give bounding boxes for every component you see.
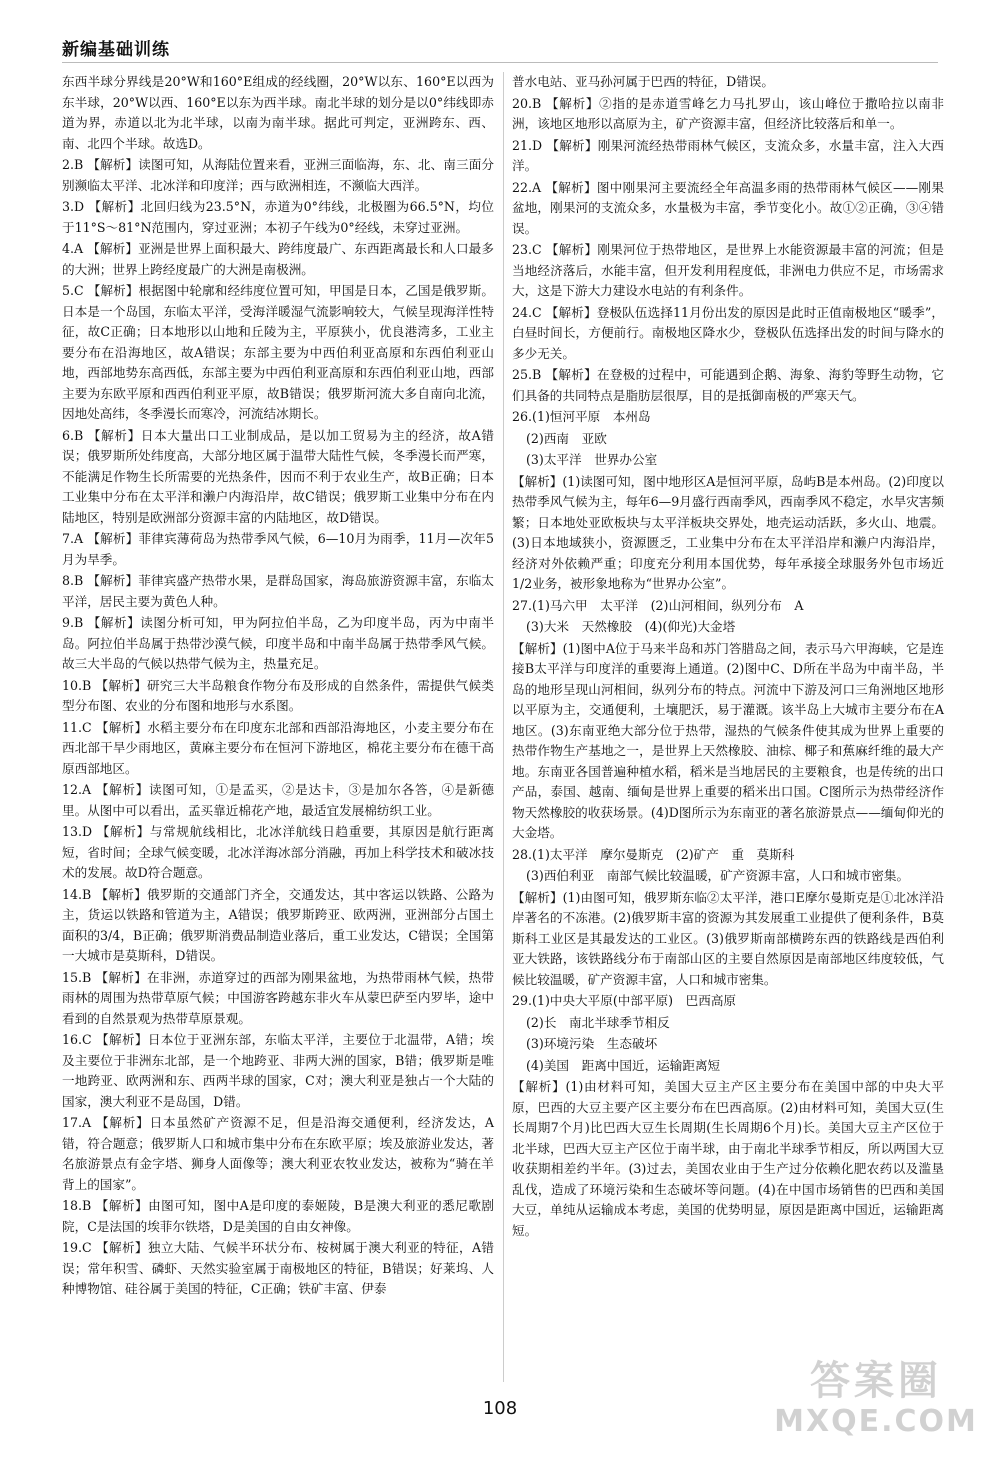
answer-item: 8.B 【解析】菲律宾盛产热带水果，是群岛国家，海岛旅游资源丰富，东临太平洋，居民主要为黄色人种。 [62,573,494,609]
answer-subitem: (3)环境污染 生态破坏 [526,1036,658,1051]
answer-item: 29.(1)中央大平原(中部平原) 巴西高原 [512,993,737,1008]
answer-item: 17.A 【解析】日本虽然矿产资源不足，但是沿海交通便利，经济发达，A错，符合题意；俄罗斯人口和城市集中分布在东欧平原；埃及旅游业发达，著名旅游景点有金字塔、狮身人面像等；澳大利亚农牧业发达，被称为“骑在羊背上的国家”。 [62,1115,494,1192]
left-column [62,72,494,1301]
answer-item: 24.C 【解析】登极队伍选择11月份出发的原因是此时正值南极地区“暖季”，白昼时间长，方便前行。南极地区降水少，登极队伍选择出发的时间与降水的多少无关。 [512,304,944,361]
watermark-logo [766,1357,986,1449]
analysis-paragraph: 【解析】(1)读图可知，图中地形区A是恒河平原，岛屿B是本州岛。(2)印度以热带季风气候为主，每年6—9月盛行西南季风，西南季风不稳定，水旱灾害频繁；日本地处亚欧板块与太平洋板块交界处，地壳运动活跃，多火山、地震。(3)日本地域狭小，资源匮乏，工业集中分布在太平洋沿岸和濑户内海沿岸，经济对外依赖严重；印度充分利用本国优势，每年承接全球服务外包市场近1/2业务，被形象地称为“世界办公室”。 [512,473,944,591]
answer-item: 20.B 【解析】②指的是赤道雪峰乞力马扎罗山，该山峰位于撒哈拉以南非洲，该地区地形以高原为主，矿产资源丰富，但经济比较落后和单一。 [512,95,944,131]
watermark-top-text: 答案圈 [810,1358,942,1404]
column-divider [503,72,504,1382]
analysis-paragraph: 【解析】(1)由图可知，俄罗斯东临②太平洋，港口E摩尔曼斯克是①北冰洋沿岸著名的不冻港。(2)俄罗斯丰富的资源为其发展重工业提供了便利条件，B莫斯科工业区是其最发达的工业区。(3)俄罗斯南部横跨东西的铁路线是西伯利亚大铁路，该铁路线分布于南部山区的主要自然原因是南部地区纬度较低，气候比较温暖，矿产资源丰富，人口和城市密集。 [512,889,944,987]
answer-item: 12.A 【解析】读图可知，①是孟买，②是达卡，③是加尔各答，④是新德里。从图中可以看出，孟买靠近棉花产地，最适宜发展棉纺织工业。 [62,782,494,818]
answer-item: 14.B 【解析】俄罗斯的交通部门齐全，交通发达，其中客运以铁路、公路为主，货运以铁路和管道为主，A错误；俄罗斯跨亚、欧两洲，亚洲部分占国土面积的3/4，B正确；俄罗斯消费品制造业落后，重工业发达，C错误；全国第一大城市是莫斯科，D错误。 [62,886,494,963]
answer-item: 16.C 【解析】日本位于亚洲东部，东临太平洋，主要位于北温带，A错；埃及主要位于非洲东北部，是一个地跨亚、非两大洲的国家，B错；俄罗斯是唯一地跨亚、欧两洲和东、西两半球的国家，C对；澳大利亚是独占一个大陆的国家，澳大利亚不是岛国，D错。 [62,1032,494,1109]
answer-subitem: (3)西伯利亚 南部气候比较温暖，矿产资源丰富，人口和城市密集。 [526,868,910,883]
answer-item: 11.C 【解析】水稻主要分布在印度东北部和西部沿海地区，小麦主要分布在西北部干旱少雨地区，黄麻主要分布在恒河下游地区，棉花主要分布在德干高原西部地区。 [62,719,494,776]
answer-item: 3.D 【解析】北回归线为23.5°N，赤道为0°纬线，北极圈为66.5°N，均位于11°S～81°N范围内，穿过亚洲；本初子午线为0°经线，未穿过亚洲。 [62,199,494,235]
answer-item: 26.(1)恒河平原 本州岛 [512,409,651,424]
analysis-paragraph: 【解析】(1)由材料可知，美国大豆主产区主要分布在美国中部的中央大平原，巴西的大豆主要产区主要分布在巴西高原。(2)由材料可知，美国大豆(生长周期7个月)比巴西大豆生长周期(生长周期6个月)长。美国大豆主产区位于北半球，巴西大豆主产区位于南半球，由于南北半球季节相反，所以两国大豆收获期相差约半年。(3)过去，美国农业由于生产过分依赖化肥农药以及滥垦乱伐，造成了环境污染和生态破坏等问题。(4)在中国市场销售的巴西和美国大豆，单纯从运输成本考虑，美国的优势明显，原因是距离中国近，运输距离短。 [512,1079,944,1238]
answer-item: 东西半球分界线是20°W和160°E组成的经线圈，20°W以东、160°E以西为东半球，20°W以西、160°E以东为西半球。南北半球的划分是以0°纬线即赤道为界，赤道以北为北半球，以南为南半球。据此可判定，亚洲跨东、西、南、北四个半球。故选D。 [62,74,494,151]
page-number: 108 [482,1398,518,1419]
answer-item: 15.B 【解析】在非洲，赤道穿过的西部为刚果盆地，为热带雨林气候，热带雨林的周围为热带草原气候；中国游客跨越东非火车从蒙巴萨至内罗毕，途中看到的自然景观为热带草原景观。 [62,969,494,1026]
answer-item: 22.A 【解析】图中刚果河主要流经全年高温多雨的热带雨林气候区——刚果盆地，刚果河的支流众多，水量极为丰富，季节变化小。故①②正确，③④错误。 [512,179,944,236]
answer-subitem: (4)美国 距离中国近，运输距离短 [526,1057,721,1073]
header-rule [62,62,938,63]
answer-item: 普水电站、亚马孙河属于巴西的特征，D错误。 [512,74,774,89]
answer-item: 9.B 【解析】读图分析可知，甲为阿拉伯半岛，乙为印度半岛，丙为中南半岛。阿拉伯半岛属于热带沙漠气候，印度半岛和中南半岛属于热带季风气候。故三大半岛的气候以热带气候为主，热量充足。 [62,615,494,671]
answer-subitem: (2)西南 亚欧 [526,430,607,446]
answer-subitem: (2)长 南北半球季节相反 [526,1014,670,1030]
answer-item: 18.B 【解析】由图可知，图中A是印度的泰姬陵，B是澳大利亚的悉尼歌剧院，C是法国的埃菲尔铁塔，D是美国的自由女神像。 [62,1198,494,1234]
analysis-paragraph: 【解析】(1)图中A位于马来半岛和苏门答腊岛之间，表示马六甲海峡，它是连接B太平洋与印度洋的重要海上通道。(2)图中C、D所在半岛为中南半岛，半岛的地形呈现山河相间，纵列分布的特点。河流中下游及河口三角洲地区地形以平原为主，交通便利，土壤肥沃，易于灌溉。该半岛上大城市主要分布在A地区。(3)东南亚绝大部分位于热带，湿热的气候条件使其成为世界上重要的热带作物生产基地之一，是世界上天然橡胶、油棕、椰子和蕉麻纤维的最大产地。东南亚各国普遍种植水稻，稻米是当地居民的主要粮食，也是传统的出口产品，泰国、越南、缅甸是世界上重要的稻米出口国。C图所示为热带经济作物天然橡胶的收获场景。(4)D图所示为东南亚的著名旅游景点——缅甸仰光的大金塔。 [512,640,944,840]
answer-item: 28.(1)太平洋 摩尔曼斯克 (2)矿产 重 莫斯科 [512,846,795,862]
right-column [512,72,944,1242]
answer-item: 13.D 【解析】与常规航线相比，北冰洋航线日趋重要，其原因是航行距离短，省时间；全球气候变暖，北冰洋海冰部分消融，再加上科学技术和破冰技术的发展。故D符合题意。 [62,824,494,880]
watermark-bottom-text: MXQE.COM [774,1404,978,1439]
answer-item: 23.C 【解析】刚果河位于热带地区，是世界上水能资源最丰富的河流；但是当地经济落后，水能丰富，但开发利用程度低，非洲电力供应不足，市场需求大，这是下游大力建设水电站的有利条件。 [512,242,944,298]
answer-item: 21.D 【解析】刚果河流经热带雨林气候区，支流众多，水量丰富，注入大西洋。 [512,137,944,173]
answer-item: 19.C 【解析】独立大陆、气候半环状分布、桉树属于澳大利亚的特征，A错误；常年积雪、磷虾、天然实验室属于南极地区的特征，B错误；好莱坞、人种博物馆、硅谷属于美国的特征，C正确；铁矿丰富、伊泰 [62,1240,494,1296]
answer-item: 7.A 【解析】菲律宾薄荷岛为热带季风气候，6—10月为雨季，11月—次年5月为旱季。 [62,531,494,567]
answer-item: 27.(1)马六甲 太平洋 (2)山河相间，纵列分布 A [512,597,804,613]
book-title: 新编基础训练 [62,40,170,60]
answer-item: 10.B 【解析】研究三大半岛粮食作物分布及形成的自然条件，需提供气候类型分布图、农业的分布图和地形与水系图。 [62,677,494,713]
answer-subitem: (3)大米 天然橡胶 (4)(仰光)大金塔 [526,619,736,634]
answer-subitem: (3)太平洋 世界办公室 [526,452,658,467]
answer-item: 4.A 【解析】亚洲是世界上面积最大、跨纬度最广、东西距离最长和人口最多的大洲；世界上跨经度最广的大洲是南极洲。 [62,241,494,277]
answer-item: 6.B 【解析】日本大量出口工业制成品，是以加工贸易为主的经济，故A错误；俄罗斯所处纬度高，大部分地区属于温带大陆性气候，冬季漫长而严寒，不能满足作物生长所需要的光热条件，因而不利于农业生产，故B正确；日本工业集中分布在太平洋和濑户内海沿岸，故C错误；俄罗斯工业集中分布在内陆地区，特别是欧洲部分资源丰富的内陆地区，故D错误。 [62,427,494,525]
answer-item: 25.B 【解析】在登极的过程中，可能遇到企鹅、海象、海豹等野生动物，它们具备的共同特点是脂肪层很厚，目的是抵御南极的严寒天气。 [512,367,944,403]
answer-item: 5.C 【解析】根据图中轮廓和经纬度位置可知，甲国是日本，乙国是俄罗斯。日本是一个岛国，东临太平洋，受海洋暖湿气流影响较大，气候呈现海洋性特征，故C正确；日本地形以山地和丘陵为主，平原狭小，优良港湾多，工业主要分布在沿海地区，故A错误；东部主要为中西伯利亚高原和东西伯利亚山地，西部地势东高西低，东部主要为中西伯利亚高原和东西伯利亚山地，西部主要为东欧平原和西西伯利亚平原，故B错误；俄罗斯河流大多自南向北流，因地处高纬，冬季漫长而寒冷，河流结冰期长。 [62,283,494,421]
answer-item: 2.B 【解析】读图可知，从海陆位置来看，亚洲三面临海，东、北、南三面分别濒临太平洋、北冰洋和印度洋；西与欧洲相连，不濒临大西洋。 [62,157,494,193]
